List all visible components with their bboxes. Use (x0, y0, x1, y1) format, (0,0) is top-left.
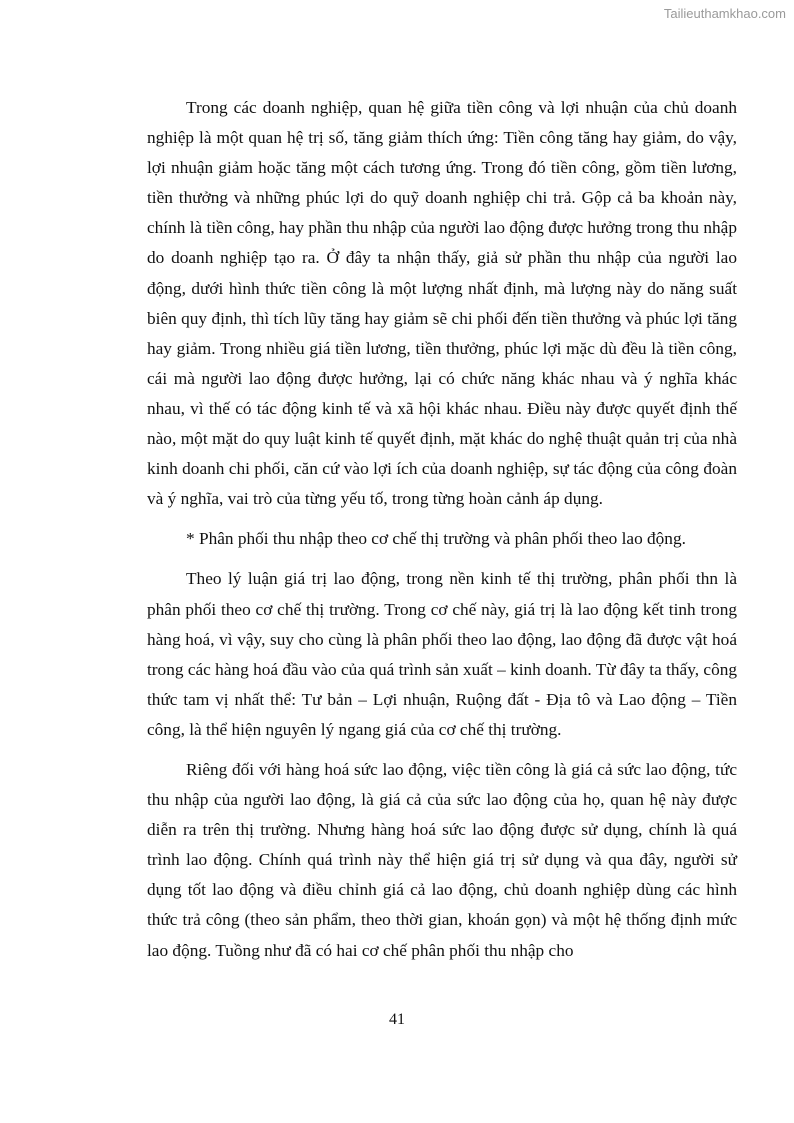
paragraph-section-heading: * Phân phối thu nhập theo cơ chế thị trường và phân phối theo lao động. (186, 529, 686, 549)
paragraph-labor-commodity: Riêng đối với hàng hoá sức lao động, việc tiền công là giá cả sức lao động, tức thu nhập của người lao động, là giá cả của sức lao động của họ, quan hệ này được diễn ra trên thị trường. Nhưng hàng hoá sức lao động được sử dụng, chính là quá trình lao động. Chính quá trình này thể hiện giá trị sử dụng và qua đây, người sử dụng tốt lao động và điều chỉnh giá cả lao động, chủ doanh nghiệp dùng các hình thức trả công (theo sản phẩm, theo thời gian, khoán gọn) và một hệ thống định mức lao động. Tuồng như đã có hai cơ chế phân phối thu nhập cho (147, 759, 737, 960)
page-number: 41 (389, 1011, 405, 1028)
page-body (147, 93, 737, 976)
watermark: Tailieuthamkhao.com (663, 6, 786, 21)
paragraph-wage-profit-relation: Trong các doanh nghiệp, quan hệ giữa tiền công và lợi nhuận của chủ doanh nghiệp là một quan hệ trị số, tăng giảm thích ứng: Tiền công tăng hay giảm, do vậy, lợi nhuận giảm hoặc tăng một cách tương ứng. Trong đó tiền công, gồm tiền lương, tiền thưởng và những phúc lợi do quỹ doanh nghiệp chi trả. Gộp cả ba khoản này, chính là tiền công, hay phần thu nhập của người lao động được hưởng trong thu nhập do doanh nghiệp tạo ra. Ở đây ta nhận thấy, giả sử phần thu nhập của người lao động, dưới hình thức tiền công là một lượng nhất định, mà lượng này do năng suất biên quy định, thì tích lũy tăng hay giảm sẽ chi phối đến tiền thưởng và phúc lợi tăng hay giảm. Trong nhiều giá tiền lương, tiền thưởng, phúc lợi mặc dù đều là tiền công, cái mà người lao động được hưởng, lại có chức năng khác nhau và ý nghĩa khác nhau, vì thế có tác động kinh tế và xã hội khác nhau. Điều này được quyết định thế nào, một mặt do quy luật kinh tế quyết định, mặt khác do nghệ thuật quản trị của nhà kinh doanh chi phối, căn cứ vào lợi ích của doanh nghiệp, sự tác động của công đoàn và ý nghĩa, vai trò của từng yếu tố, trong từng hoàn cảnh áp dụng. (147, 98, 737, 509)
paragraph-labor-value-theory: Theo lý luận giá trị lao động, trong nền kinh tế thị trường, phân phối thn là phân phối theo cơ chế thị trường. Trong cơ chế này, giá trị là lao động kết tinh trong hàng hoá, vì vậy, suy cho cùng là phân phối theo lao động, lao động đã được vật hoá trong các hàng hoá đầu vào của quá trình sản xuất – kinh doanh. Từ đây ta thấy, công thức tam vị nhất thể: Tư bản – Lợi nhuận, Ruộng đất - Địa tô và Lao động – Tiền công, là thể hiện nguyên lý ngang giá của cơ chế thị trường. (147, 569, 737, 739)
